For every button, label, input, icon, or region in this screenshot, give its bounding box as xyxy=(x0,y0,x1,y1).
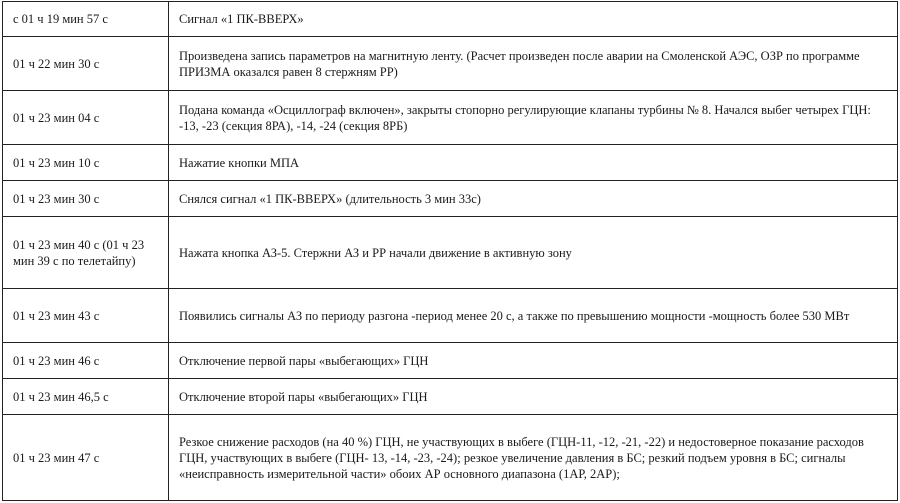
table-row xyxy=(3,415,898,501)
event-cell: Сигнал «1 ПК-ВВЕРХ» xyxy=(169,2,898,37)
event-cell: Снялся сигнал «1 ПК-ВВЕРХ» (длительность 3 мин 33с) xyxy=(169,181,898,217)
event-cell: Отключение первой пары «выбегающих» ГЦН xyxy=(169,343,898,379)
time-cell: 01 ч 22 мин 30 с xyxy=(3,37,169,91)
event-cell: Нажатие кнопки МПА xyxy=(169,145,898,181)
time-cell: с 01 ч 19 мин 57 с xyxy=(3,2,169,37)
event-cell: Подана команда «Осциллограф включен», закрыты стопорно регулирующие клапаны турбины № 8. Начался выбег четырех ГЦН: -13, -23 (секция 8РА), -14, -24 (секция 8РБ) xyxy=(169,91,898,145)
time-cell: 01 ч 23 мин 47 с xyxy=(3,415,169,501)
time-cell: 01 ч 23 мин 04 с xyxy=(3,91,169,145)
table-row xyxy=(3,2,898,37)
table-row xyxy=(3,145,898,181)
time-cell: 01 ч 23 мин 46,5 с xyxy=(3,379,169,415)
table-row xyxy=(3,289,898,343)
time-cell: 01 ч 23 мин 40 с (01 ч 23 мин 39 с по телетайпу) xyxy=(3,217,169,289)
time-cell: 01 ч 23 мин 10 с xyxy=(3,145,169,181)
event-cell: Произведена запись параметров на магнитную ленту. (Расчет произведен после аварии на Смоленской АЭС, ОЗР по программе ПРИЗМА оказался равен 8 стержням РР) xyxy=(169,37,898,91)
time-cell: 01 ч 23 мин 43 с xyxy=(3,289,169,343)
table-row xyxy=(3,343,898,379)
time-cell: 01 ч 23 мин 46 с xyxy=(3,343,169,379)
time-cell: 01 ч 23 мин 30 с xyxy=(3,181,169,217)
event-cell: Резкое снижение расходов (на 40 %) ГЦН, не участвующих в выбеге (ГЦН-11, -12, -21, -22) и недостоверное показание расходов ГЦН, участвующих в выбеге (ГЦН- 13, -14, -23, -24); резкое увеличение давления в БС; резкий подъем уровня в БС; сигналы «неисправность измерительной части» обоих АР основного диапазона (1АР, 2АР); xyxy=(169,415,898,501)
table-row xyxy=(3,379,898,415)
event-cell: Появились сигналы АЗ по периоду разгона -период менее 20 с, а также по превышению мощности -мощность более 530 МВт xyxy=(169,289,898,343)
table-row xyxy=(3,37,898,91)
table-row xyxy=(3,181,898,217)
event-cell: Отключение второй пары «выбегающих» ГЦН xyxy=(169,379,898,415)
table-row xyxy=(3,91,898,145)
event-chronology-table xyxy=(2,1,898,501)
table-row xyxy=(3,217,898,289)
event-cell: Нажата кнопка АЗ-5. Стержни АЗ и РР начали движение в активную зону xyxy=(169,217,898,289)
